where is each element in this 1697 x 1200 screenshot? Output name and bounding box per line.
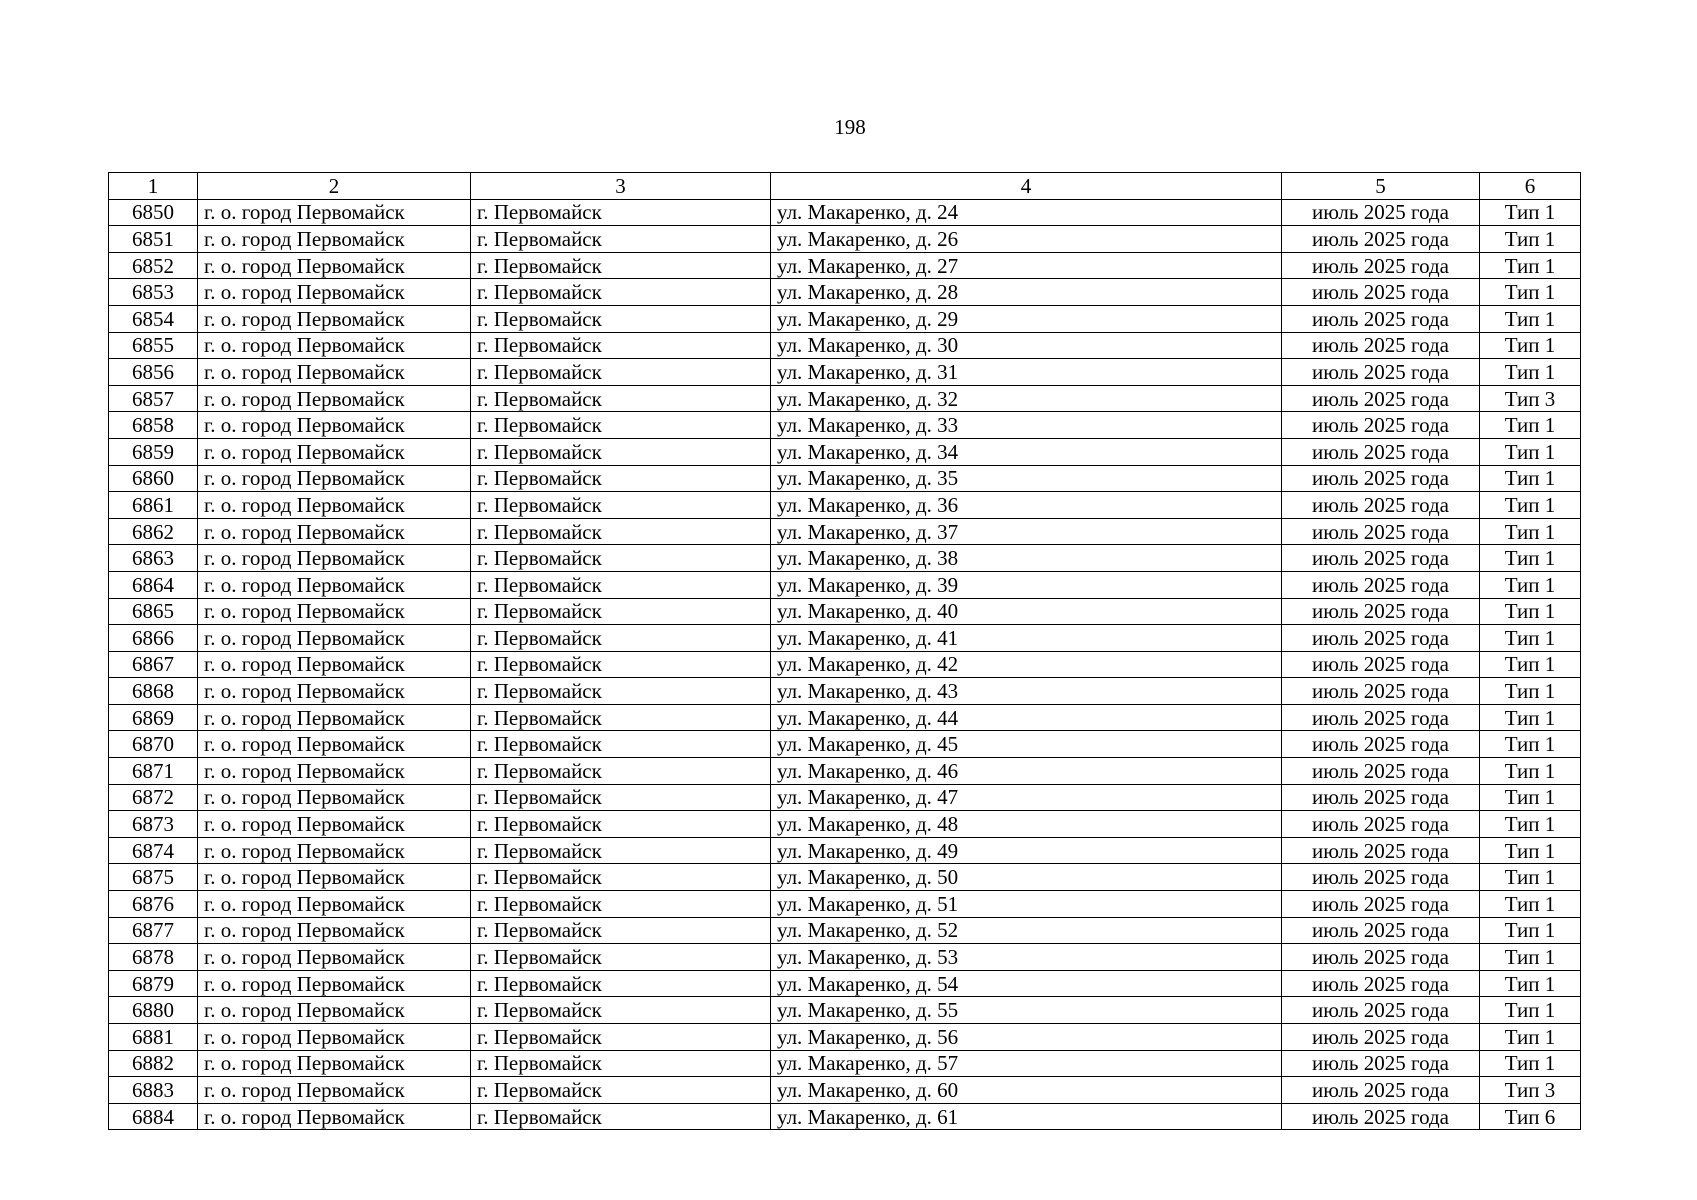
cell-municipal-district: г. о. город Первомайск [198,784,471,811]
cell-settlement: г. Первомайск [471,571,771,598]
cell-row-number: 6858 [109,412,198,439]
cell-municipal-district: г. о. город Первомайск [198,332,471,359]
cell-period: июль 2025 года [1282,864,1480,891]
cell-settlement: г. Первомайск [471,359,771,386]
cell-address: ул. Макаренко, д. 51 [771,891,1282,918]
cell-municipal-district: г. о. город Первомайск [198,1103,471,1130]
header-col-4: 4 [771,173,1282,200]
cell-settlement: г. Первомайск [471,332,771,359]
cell-period: июль 2025 года [1282,651,1480,678]
cell-type: Тип 1 [1480,438,1581,465]
cell-address: ул. Макаренко, д. 49 [771,837,1282,864]
cell-period: июль 2025 года [1282,465,1480,492]
cell-row-number: 6857 [109,385,198,412]
cell-row-number: 6861 [109,492,198,519]
cell-municipal-district: г. о. город Первомайск [198,412,471,439]
table-row [109,731,1581,758]
cell-row-number: 6862 [109,518,198,545]
cell-row-number: 6879 [109,970,198,997]
cell-address: ул. Макаренко, д. 30 [771,332,1282,359]
cell-row-number: 6859 [109,438,198,465]
cell-address: ул. Макаренко, д. 26 [771,226,1282,253]
cell-settlement: г. Первомайск [471,837,771,864]
cell-row-number: 6850 [109,199,198,226]
cell-settlement: г. Первомайск [471,438,771,465]
cell-type: Тип 1 [1480,678,1581,705]
cell-type: Тип 1 [1480,412,1581,439]
cell-municipal-district: г. о. город Первомайск [198,545,471,572]
cell-row-number: 6876 [109,891,198,918]
cell-municipal-district: г. о. город Первомайск [198,625,471,652]
cell-period: июль 2025 года [1282,199,1480,226]
cell-settlement: г. Первомайск [471,305,771,332]
cell-settlement: г. Первомайск [471,678,771,705]
cell-type: Тип 1 [1480,332,1581,359]
table-body [109,199,1581,1130]
cell-settlement: г. Первомайск [471,1103,771,1130]
cell-type: Тип 3 [1480,385,1581,412]
table-row [109,1050,1581,1077]
cell-municipal-district: г. о. город Первомайск [198,492,471,519]
cell-address: ул. Макаренко, д. 45 [771,731,1282,758]
cell-period: июль 2025 года [1282,492,1480,519]
cell-row-number: 6853 [109,279,198,306]
cell-row-number: 6871 [109,758,198,785]
cell-type: Тип 1 [1480,226,1581,253]
cell-address: ул. Макаренко, д. 39 [771,571,1282,598]
cell-settlement: г. Первомайск [471,199,771,226]
cell-municipal-district: г. о. город Первомайск [198,598,471,625]
cell-municipal-district: г. о. город Первомайск [198,252,471,279]
cell-period: июль 2025 года [1282,970,1480,997]
cell-address: ул. Макаренко, д. 34 [771,438,1282,465]
table-row [109,891,1581,918]
cell-type: Тип 1 [1480,891,1581,918]
cell-period: июль 2025 года [1282,1077,1480,1104]
cell-row-number: 6878 [109,944,198,971]
table-row [109,625,1581,652]
cell-type: Тип 1 [1480,997,1581,1024]
cell-municipal-district: г. о. город Первомайск [198,811,471,838]
cell-type: Тип 1 [1480,651,1581,678]
table-row [109,571,1581,598]
cell-address: ул. Макаренко, д. 35 [771,465,1282,492]
cell-row-number: 6860 [109,465,198,492]
cell-municipal-district: г. о. город Первомайск [198,465,471,492]
cell-row-number: 6877 [109,917,198,944]
cell-type: Тип 1 [1480,704,1581,731]
page-number: 198 [834,115,866,139]
table-row [109,811,1581,838]
cell-address: ул. Макаренко, д. 42 [771,651,1282,678]
register-table [108,172,1581,1130]
table-row [109,704,1581,731]
cell-settlement: г. Первомайск [471,784,771,811]
cell-period: июль 2025 года [1282,811,1480,838]
cell-type: Тип 1 [1480,970,1581,997]
cell-row-number: 6852 [109,252,198,279]
cell-settlement: г. Первомайск [471,997,771,1024]
cell-period: июль 2025 года [1282,252,1480,279]
cell-address: ул. Макаренко, д. 60 [771,1077,1282,1104]
cell-municipal-district: г. о. город Первомайск [198,226,471,253]
cell-address: ул. Макаренко, д. 57 [771,1050,1282,1077]
cell-period: июль 2025 года [1282,731,1480,758]
cell-settlement: г. Первомайск [471,625,771,652]
cell-row-number: 6883 [109,1077,198,1104]
cell-type: Тип 1 [1480,598,1581,625]
cell-municipal-district: г. о. город Первомайск [198,385,471,412]
header-row [109,173,1581,200]
cell-settlement: г. Первомайск [471,758,771,785]
cell-settlement: г. Первомайск [471,545,771,572]
cell-municipal-district: г. о. город Первомайск [198,1077,471,1104]
cell-type: Тип 1 [1480,837,1581,864]
header-col-1: 1 [109,173,198,200]
cell-type: Тип 1 [1480,1050,1581,1077]
cell-type: Тип 1 [1480,545,1581,572]
table-row [109,917,1581,944]
cell-period: июль 2025 года [1282,944,1480,971]
cell-row-number: 6881 [109,1024,198,1051]
cell-type: Тип 1 [1480,625,1581,652]
table-row [109,997,1581,1024]
cell-row-number: 6868 [109,678,198,705]
table-row [109,492,1581,519]
table-row [109,1077,1581,1104]
cell-address: ул. Макаренко, д. 32 [771,385,1282,412]
cell-address: ул. Макаренко, д. 38 [771,545,1282,572]
cell-settlement: г. Первомайск [471,598,771,625]
cell-row-number: 6873 [109,811,198,838]
cell-municipal-district: г. о. город Первомайск [198,518,471,545]
cell-period: июль 2025 года [1282,598,1480,625]
cell-settlement: г. Первомайск [471,864,771,891]
cell-address: ул. Макаренко, д. 53 [771,944,1282,971]
cell-municipal-district: г. о. город Первомайск [198,970,471,997]
cell-period: июль 2025 года [1282,917,1480,944]
cell-row-number: 6874 [109,837,198,864]
cell-row-number: 6870 [109,731,198,758]
cell-settlement: г. Первомайск [471,465,771,492]
cell-type: Тип 1 [1480,917,1581,944]
cell-period: июль 2025 года [1282,305,1480,332]
table-row [109,332,1581,359]
cell-row-number: 6865 [109,598,198,625]
cell-municipal-district: г. о. город Первомайск [198,279,471,306]
cell-municipal-district: г. о. город Первомайск [198,864,471,891]
table-row [109,252,1581,279]
cell-settlement: г. Первомайск [471,385,771,412]
cell-period: июль 2025 года [1282,279,1480,306]
cell-municipal-district: г. о. город Первомайск [198,997,471,1024]
cell-period: июль 2025 года [1282,1024,1480,1051]
cell-type: Тип 1 [1480,199,1581,226]
cell-period: июль 2025 года [1282,1050,1480,1077]
cell-period: июль 2025 года [1282,545,1480,572]
cell-address: ул. Макаренко, д. 48 [771,811,1282,838]
cell-type: Тип 1 [1480,811,1581,838]
cell-row-number: 6882 [109,1050,198,1077]
table-row [109,837,1581,864]
table-row [109,545,1581,572]
cell-settlement: г. Первомайск [471,917,771,944]
cell-municipal-district: г. о. город Первомайск [198,944,471,971]
cell-type: Тип 1 [1480,864,1581,891]
cell-row-number: 6875 [109,864,198,891]
cell-address: ул. Макаренко, д. 37 [771,518,1282,545]
cell-settlement: г. Первомайск [471,704,771,731]
table-row [109,598,1581,625]
cell-municipal-district: г. о. город Первомайск [198,678,471,705]
cell-municipal-district: г. о. город Первомайск [198,1024,471,1051]
header-col-2: 2 [198,173,471,200]
cell-settlement: г. Первомайск [471,412,771,439]
cell-settlement: г. Первомайск [471,970,771,997]
cell-period: июль 2025 года [1282,704,1480,731]
cell-row-number: 6880 [109,997,198,1024]
cell-row-number: 6856 [109,359,198,386]
cell-address: ул. Макаренко, д. 55 [771,997,1282,1024]
cell-municipal-district: г. о. город Первомайск [198,359,471,386]
header-col-5: 5 [1282,173,1480,200]
cell-settlement: г. Первомайск [471,944,771,971]
cell-municipal-district: г. о. город Первомайск [198,571,471,598]
cell-period: июль 2025 года [1282,997,1480,1024]
cell-settlement: г. Первомайск [471,891,771,918]
cell-period: июль 2025 года [1282,518,1480,545]
table-row [109,226,1581,253]
cell-settlement: г. Первомайск [471,651,771,678]
cell-address: ул. Макаренко, д. 28 [771,279,1282,306]
cell-address: ул. Макаренко, д. 56 [771,1024,1282,1051]
cell-municipal-district: г. о. город Первомайск [198,917,471,944]
cell-type: Тип 1 [1480,758,1581,785]
cell-address: ул. Макаренко, д. 46 [771,758,1282,785]
table-row [109,758,1581,785]
cell-type: Тип 1 [1480,518,1581,545]
cell-type: Тип 1 [1480,465,1581,492]
cell-period: июль 2025 года [1282,837,1480,864]
table-row [109,864,1581,891]
table-row [109,438,1581,465]
cell-type: Тип 1 [1480,492,1581,519]
cell-settlement: г. Первомайск [471,1050,771,1077]
cell-type: Тип 1 [1480,252,1581,279]
table-row [109,412,1581,439]
cell-period: июль 2025 года [1282,438,1480,465]
cell-period: июль 2025 года [1282,891,1480,918]
cell-row-number: 6867 [109,651,198,678]
cell-settlement: г. Первомайск [471,1024,771,1051]
table-row [109,359,1581,386]
table-row [109,944,1581,971]
cell-type: Тип 1 [1480,944,1581,971]
cell-period: июль 2025 года [1282,784,1480,811]
table-row [109,518,1581,545]
table-row [109,1103,1581,1130]
cell-type: Тип 1 [1480,279,1581,306]
cell-address: ул. Макаренко, д. 27 [771,252,1282,279]
cell-address: ул. Макаренко, д. 36 [771,492,1282,519]
table-row [109,784,1581,811]
cell-row-number: 6863 [109,545,198,572]
header-col-6: 6 [1480,173,1581,200]
header-col-3: 3 [471,173,771,200]
cell-address: ул. Макаренко, д. 31 [771,359,1282,386]
cell-settlement: г. Первомайск [471,811,771,838]
cell-municipal-district: г. о. город Первомайск [198,199,471,226]
cell-address: ул. Макаренко, д. 54 [771,970,1282,997]
cell-settlement: г. Первомайск [471,279,771,306]
cell-period: июль 2025 года [1282,758,1480,785]
cell-period: июль 2025 года [1282,226,1480,253]
cell-municipal-district: г. о. город Первомайск [198,651,471,678]
cell-period: июль 2025 года [1282,571,1480,598]
cell-settlement: г. Первомайск [471,731,771,758]
cell-row-number: 6851 [109,226,198,253]
cell-type: Тип 1 [1480,1024,1581,1051]
cell-period: июль 2025 года [1282,678,1480,705]
table-row [109,279,1581,306]
cell-type: Тип 1 [1480,305,1581,332]
cell-address: ул. Макаренко, д. 44 [771,704,1282,731]
table-row [109,651,1581,678]
cell-settlement: г. Первомайск [471,1077,771,1104]
cell-row-number: 6872 [109,784,198,811]
cell-type: Тип 1 [1480,784,1581,811]
cell-type: Тип 3 [1480,1077,1581,1104]
cell-period: июль 2025 года [1282,1103,1480,1130]
cell-settlement: г. Первомайск [471,252,771,279]
cell-type: Тип 1 [1480,731,1581,758]
cell-address: ул. Макаренко, д. 61 [771,1103,1282,1130]
cell-settlement: г. Первомайск [471,226,771,253]
cell-row-number: 6855 [109,332,198,359]
table-row [109,305,1581,332]
cell-row-number: 6854 [109,305,198,332]
cell-type: Тип 1 [1480,571,1581,598]
cell-type: Тип 1 [1480,359,1581,386]
cell-municipal-district: г. о. город Первомайск [198,837,471,864]
cell-row-number: 6869 [109,704,198,731]
table-row [109,970,1581,997]
cell-municipal-district: г. о. город Первомайск [198,704,471,731]
cell-type: Тип 6 [1480,1103,1581,1130]
cell-period: июль 2025 года [1282,625,1480,652]
cell-period: июль 2025 года [1282,385,1480,412]
cell-address: ул. Макаренко, д. 41 [771,625,1282,652]
cell-address: ул. Макаренко, д. 40 [771,598,1282,625]
table-header [109,173,1581,200]
table-row [109,465,1581,492]
table-row [109,199,1581,226]
cell-period: июль 2025 года [1282,359,1480,386]
cell-address: ул. Макаренко, д. 43 [771,678,1282,705]
cell-municipal-district: г. о. город Первомайск [198,305,471,332]
cell-period: июль 2025 года [1282,332,1480,359]
cell-municipal-district: г. о. город Первомайск [198,438,471,465]
cell-address: ул. Макаренко, д. 24 [771,199,1282,226]
cell-municipal-district: г. о. город Первомайск [198,1050,471,1077]
cell-settlement: г. Первомайск [471,492,771,519]
cell-address: ул. Макаренко, д. 29 [771,305,1282,332]
cell-address: ул. Макаренко, д. 50 [771,864,1282,891]
table-row [109,1024,1581,1051]
table-row [109,678,1581,705]
cell-address: ул. Макаренко, д. 47 [771,784,1282,811]
cell-address: ул. Макаренко, д. 52 [771,917,1282,944]
cell-municipal-district: г. о. город Первомайск [198,758,471,785]
cell-municipal-district: г. о. город Первомайск [198,731,471,758]
cell-row-number: 6864 [109,571,198,598]
cell-row-number: 6866 [109,625,198,652]
cell-address: ул. Макаренко, д. 33 [771,412,1282,439]
cell-settlement: г. Первомайск [471,518,771,545]
cell-period: июль 2025 года [1282,412,1480,439]
cell-municipal-district: г. о. город Первомайск [198,891,471,918]
table-row [109,385,1581,412]
cell-row-number: 6884 [109,1103,198,1130]
